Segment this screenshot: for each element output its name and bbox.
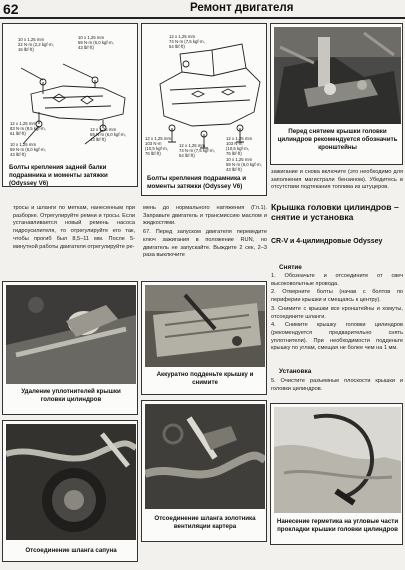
section-heading: Крышка головки цилиндров – снятие и установка <box>271 202 399 222</box>
install-heading: Установка <box>279 368 312 375</box>
spec-label: 59 N·m (6,0 kgf·m, <box>10 147 46 152</box>
step-text: 5. Очистите разъемные плоскости крышки и головки цилиндров. <box>271 378 403 392</box>
install-steps <box>271 378 403 394</box>
spec-label: 16 lbf·ft) <box>18 47 34 52</box>
photo-caption: Аккуратно подденьте крышку и снимите <box>156 371 254 386</box>
removal-steps <box>271 273 403 354</box>
breather-photo <box>6 424 136 540</box>
spec-label: 43 lbf·ft) <box>226 167 242 172</box>
sealant-photo <box>274 407 401 513</box>
figure-caption: Болты крепления подрамника и моменты затяжки (Odyssey V6) <box>147 175 247 190</box>
spec-label: 12 x 1,25 mm <box>226 136 253 141</box>
spec-label: 59 N·m (6,0 kgf·m, <box>78 40 114 45</box>
paragraph: 67. Перед запуском двигателя переведите ключ зажигания в положение RUN, но двигатель не запускайте. Выждите 2 сек, 2–3 раза выключите <box>143 229 267 259</box>
figure-pry <box>141 281 267 395</box>
bracket-photo <box>274 27 401 124</box>
spec-label: 22 N·m (2,2 kgf·m, <box>18 42 54 47</box>
spec-label: (10,5 kgf·m, <box>226 146 249 151</box>
page-number: 62 <box>3 1 19 17</box>
spec-label: 74 N·m (7,5 kgf·m, <box>179 148 215 153</box>
figure-rear-beam <box>2 23 138 187</box>
spec-label: 74 N·m (7,5 kgf·m, <box>169 39 205 44</box>
figure-brackets <box>270 23 403 165</box>
spec-label: 59 N·m (6,0 kgf·m, <box>226 162 262 167</box>
figure-caption: Болты крепления задней балки подрамника и моменты затяжки (Odyssey V6) <box>9 164 108 187</box>
spec-label: 59 N·m (6,0 kgf·m, <box>90 132 126 137</box>
spec-label: 54 lbf·ft) <box>169 44 185 49</box>
pry-photo <box>145 285 265 367</box>
photo-caption: Нанесение герметика на угловые части прокладки крышки головки цилиндров <box>276 518 399 533</box>
figure-caption: Перед снятием крышки головки цилиндров рекомендуется обозначить кронштейны <box>277 128 398 151</box>
spec-label: 10 x 1,25 mm <box>226 157 253 162</box>
figure-sealant <box>270 403 403 545</box>
spec-label: 43 lbf·ft) <box>10 152 26 157</box>
removal-heading: Снятие <box>279 264 302 271</box>
step-text: 3. Снимите с крышки все кронштейны и хомуты, отсоедините шланги. <box>271 305 403 320</box>
figure-breather <box>2 420 138 562</box>
spec-label: 12 x 1,25 mm <box>90 127 117 132</box>
body-text-middle <box>143 205 267 261</box>
photo-caption: Отсоединение шланга золотника вентиляции картера <box>154 515 256 530</box>
pcv-photo <box>145 404 265 509</box>
photo-caption: Удаление уплотнителей крышки головки цилиндров <box>21 388 121 403</box>
step-text: 1. Обозначьте и отсоедините от свеч высоковольтные провода. <box>271 273 403 287</box>
figure-seals <box>2 281 138 415</box>
spec-label: (10,5 kgf·m, <box>145 146 168 151</box>
spec-label: 103 N·m <box>145 141 162 146</box>
spec-label: 10 x 1,25 mm <box>10 142 37 147</box>
photo-caption: Отсоединение шланга сапуна <box>25 547 117 554</box>
body-text: зажигание и снова включите (это необходимо для заполнения магистрали бензином). Убедитесь в отсутствии подтекания топлива из штуцеров. <box>271 169 403 191</box>
seals-photo <box>6 285 136 384</box>
spec-label: 12 x 1,25 mm <box>10 121 37 126</box>
body-text: тросы и шланги по меткам, нанесенным при разборке. Отрегулируйте ремни и тросы. Если устанавливается новый ремень насоса гидроусилителя, то отрегулируйте его так, чтобы прогиб был 8,5–11 мм. После 5-минутной работы двигателя отрегулируйте ре- <box>13 205 135 250</box>
spec-label: 12 x 1,25 mm <box>145 136 172 141</box>
subframe-diagram <box>142 24 267 196</box>
page-header <box>0 0 405 19</box>
spec-label: 103 N·m <box>226 141 243 146</box>
spec-label: 43 lbf·ft) <box>78 45 94 50</box>
paragraph: мень до нормального натяжения (Гл.1). Заправьте двигатель и трансмиссию маслом и жидкостями. <box>143 205 267 227</box>
spec-label: 43 lbf·ft) <box>90 137 106 142</box>
spec-label: 61 lbf·ft) <box>10 131 26 136</box>
spec-label: 83 N·m (8,5 kgf·m, <box>10 126 46 131</box>
page-title: Ремонт двигателя <box>190 2 294 14</box>
header-rule <box>0 17 405 19</box>
spec-label: 10 x 1,25 mm <box>78 35 105 40</box>
figure-subframe <box>141 23 267 196</box>
spec-label: 12 x 1,25 mm <box>179 143 206 148</box>
spec-label: 76 lbf·ft) <box>145 151 161 156</box>
spec-label: 10 x 1,25 mm <box>18 37 45 42</box>
spec-label: 12 x 1,25 mm <box>169 34 196 39</box>
step-text: 2. Отверните болты (начав с болтов по периферии крышки и смещаясь к центру). <box>271 289 403 304</box>
figure-pcv <box>141 400 267 542</box>
step-text: 4. Снимите крышку головки цилиндров (рекомендуется предварительно снять уплотнители). При необходимости подденьте крышку по углам, смещая не более чем на 1 мм. <box>271 322 403 352</box>
section-subheading: CR-V и 4-цилиндровые Odyssey <box>271 238 383 245</box>
spec-label: 76 lbf·ft) <box>226 151 242 156</box>
spec-label: 54 lbf·ft) <box>179 153 195 158</box>
